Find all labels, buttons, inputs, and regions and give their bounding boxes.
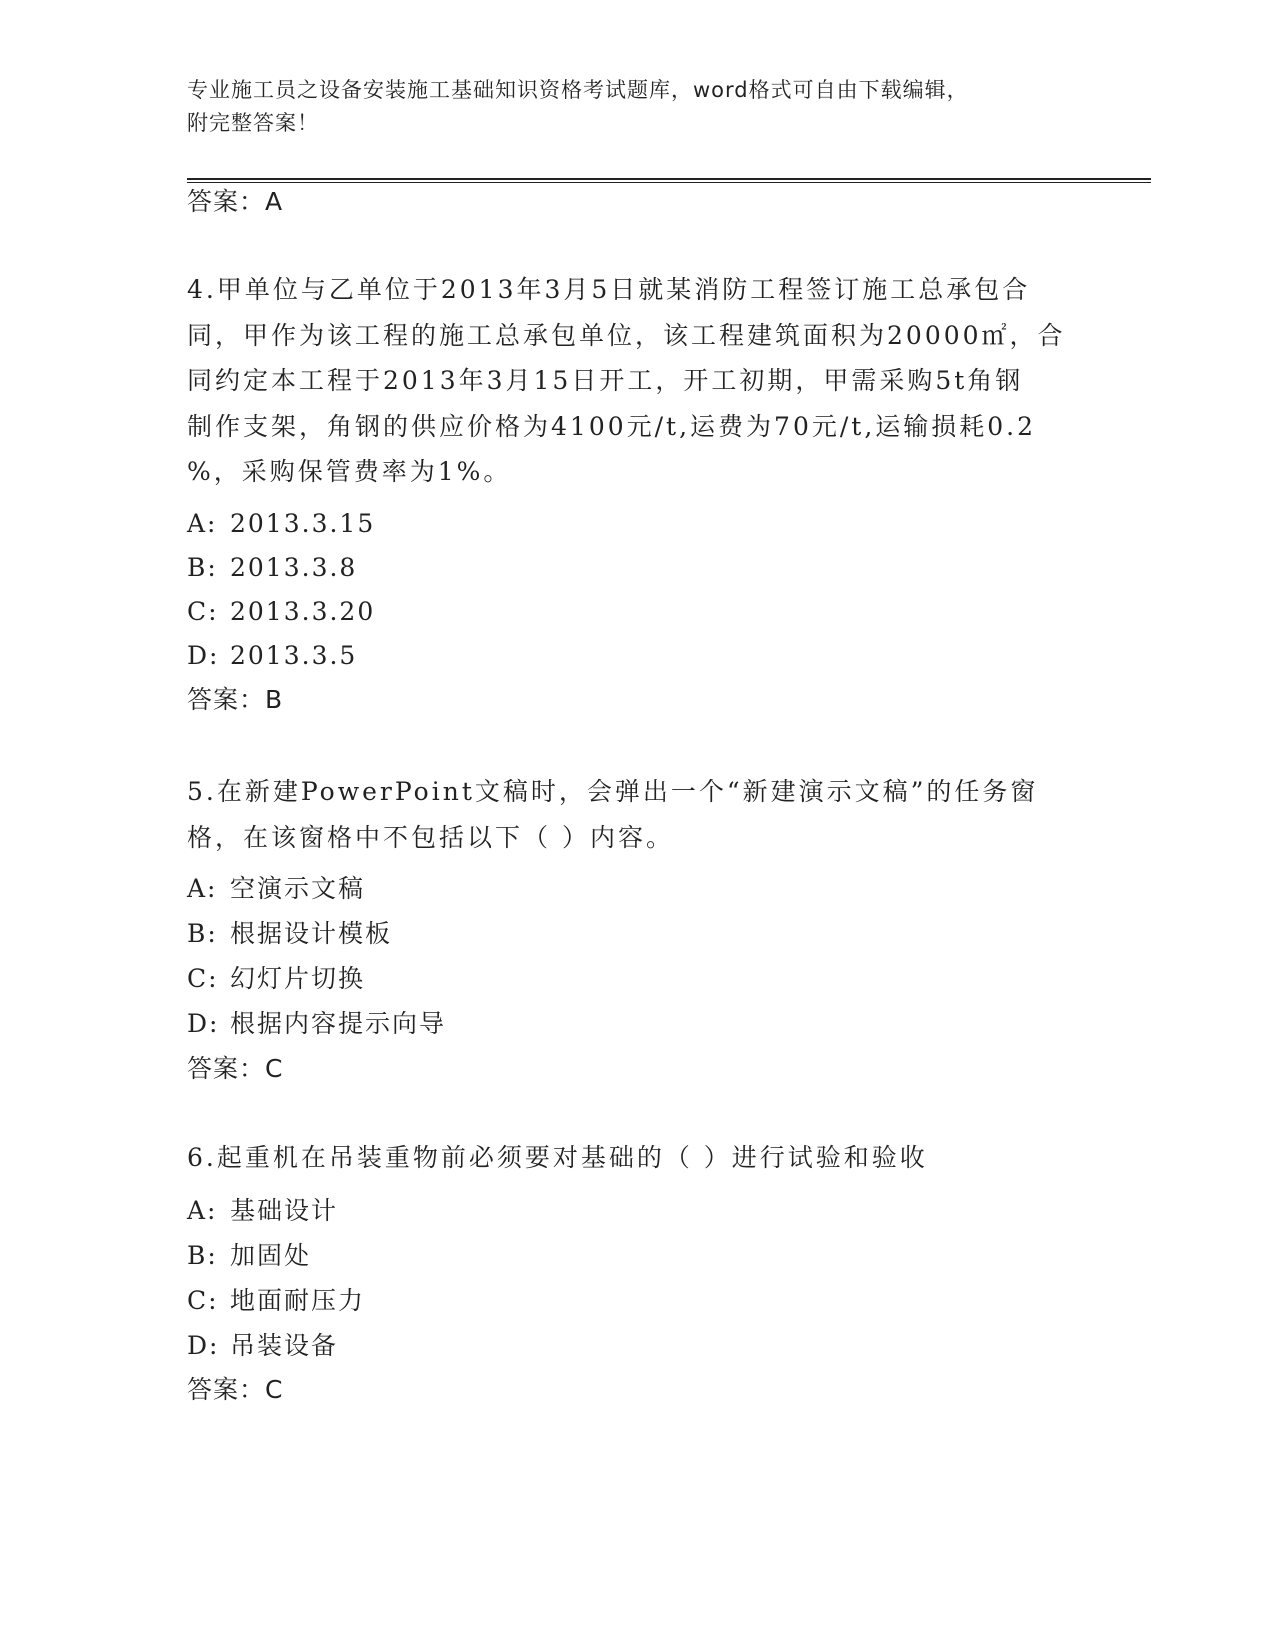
option-text: 根据设计模板 bbox=[230, 919, 393, 948]
option-letter: B: bbox=[187, 1241, 218, 1270]
option-letter: D: bbox=[187, 1331, 220, 1360]
option-letter: D: bbox=[187, 1009, 220, 1038]
question-5-option-c bbox=[187, 963, 365, 995]
answer-line-q4: 答案：B bbox=[187, 685, 284, 714]
question-5-option-b bbox=[187, 918, 392, 950]
option-letter: D: bbox=[187, 641, 220, 670]
option-text: 吊装设备 bbox=[230, 1331, 339, 1360]
option-letter: A: bbox=[187, 874, 218, 903]
header-line-2: 附完整答案！ bbox=[187, 111, 319, 135]
question-5-option-d bbox=[187, 1008, 446, 1040]
option-text: 2013.3.20 bbox=[230, 597, 376, 626]
option-letter: C: bbox=[187, 1286, 219, 1315]
question-4-option-a bbox=[187, 508, 375, 540]
option-text: 根据内容提示向导 bbox=[230, 1009, 447, 1038]
option-letter: A: bbox=[187, 509, 218, 538]
answer-line-q3: 答案：A bbox=[187, 187, 284, 216]
option-text: 幻灯片切换 bbox=[230, 964, 366, 993]
option-text: 2013.3.5 bbox=[230, 641, 358, 670]
question-stem-line: 格，在该窗格中不包括以下（ ）内容。 bbox=[187, 822, 674, 852]
question-stem-line: 同，甲作为该工程的施工总承包单位，该工程建筑面积为20000㎡，合 bbox=[187, 320, 1066, 350]
header-line-1: 专业施工员之设备安装施工基础知识资格考试题库，word格式可自由下载编辑， bbox=[187, 78, 969, 102]
question-stem-line: 同约定本工程于2013年3月15日开工，开工初期，甲需采购5t角钢 bbox=[187, 366, 1024, 396]
question-6-option-d bbox=[187, 1330, 338, 1362]
option-letter: B: bbox=[187, 919, 218, 948]
header-divider-thick bbox=[187, 178, 1151, 180]
question-stem-line: 6.起重机在吊装重物前必须要对基础的（ ）进行试验和验收 bbox=[187, 1143, 928, 1172]
question-4-option-d bbox=[187, 640, 357, 672]
question-4-option-c bbox=[187, 596, 375, 628]
option-text: 地面耐压力 bbox=[230, 1286, 366, 1315]
option-text: 空演示文稿 bbox=[230, 874, 366, 903]
question-4-option-b bbox=[187, 552, 357, 584]
option-letter: B: bbox=[187, 553, 218, 582]
question-5-option-a bbox=[187, 873, 365, 905]
question-stem-line: 4.甲单位与乙单位于2013年3月5日就某消防工程签订施工总承包合 bbox=[187, 275, 1031, 304]
question-6-option-c bbox=[187, 1285, 365, 1317]
question-stem-line: 制作支架，角钢的供应价格为4100元/t,运费为70元/t,运输损耗0.2 bbox=[187, 411, 1037, 441]
question-6-option-b bbox=[187, 1240, 311, 1272]
answer-line-q6: 答案：C bbox=[187, 1375, 284, 1404]
answer-line-q5: 答案：C bbox=[187, 1054, 284, 1083]
question-6-stem bbox=[187, 1135, 1087, 1181]
question-5-stem bbox=[187, 769, 1087, 860]
question-stem-line: %，采购保管费率为1%。 bbox=[187, 457, 512, 487]
option-text: 加固处 bbox=[230, 1241, 312, 1270]
question-4-stem bbox=[187, 267, 1087, 495]
header-divider-thin bbox=[187, 182, 1151, 183]
question-6-option-a bbox=[187, 1195, 338, 1227]
option-letter: A: bbox=[187, 1196, 218, 1225]
option-letter: C: bbox=[187, 964, 219, 993]
option-text: 基础设计 bbox=[230, 1196, 339, 1225]
question-stem-line: 5.在新建PowerPoint文稿时，会弹出一个“新建演示文稿”的任务窗 bbox=[187, 777, 1039, 806]
option-letter: C: bbox=[187, 597, 219, 626]
document-header bbox=[187, 74, 1087, 140]
option-text: 2013.3.8 bbox=[230, 553, 358, 582]
option-text: 2013.3.15 bbox=[230, 509, 376, 538]
